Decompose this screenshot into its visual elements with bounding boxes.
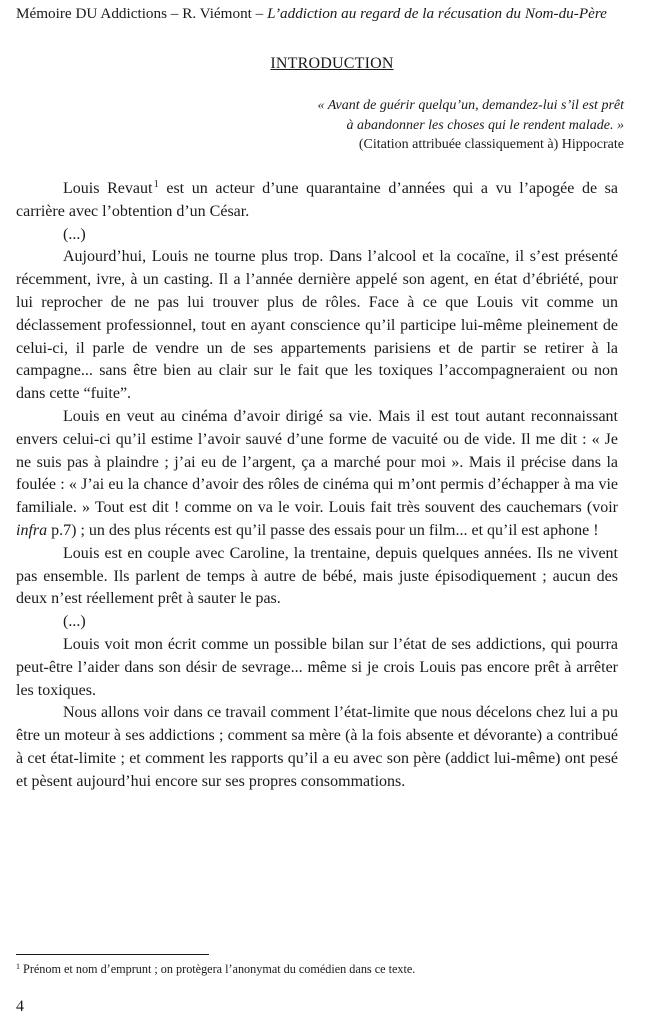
- paragraph-3-rest: p.7) ; un des plus récents est qu’il passe des essais pour un film... et qu’il est aphone !: [47, 521, 599, 539]
- footnote-reference[interactable]: 1: [153, 179, 159, 190]
- paragraph-1-start: Louis Revaut: [63, 180, 153, 197]
- paragraph-4: Louis est en couple avec Caroline, la trentaine, depuis quelques années. Ils ne vivent pas ensemble. Ils parlent de temps à autre de bébé, mais juste épisodiquement ; aucun des deux n’est réellement prêt à sauter le pas.: [16, 544, 618, 608]
- infra-reference: infra: [16, 521, 48, 539]
- footnote-number: 1: [16, 962, 20, 971]
- body-text: [16, 178, 618, 794]
- paragraph-3-start: Louis en veut au cinéma d’avoir dirigé sa vie. Mais il est tout autant reconnaissant envers celui-ci qu’il estime l’avoir sauvé d’une forme de vacuité ou de vide. Il me dit : « Je ne suis pas à plaindre ; j’ai eu de l’argent, ça a marché pour moi ». Mais il précise dans la foulée : « J’ai eu la chance d’avoir des rôles de cinéma qui m’ont permis d’échapper à ma vie familiale. » Tout est dit ! comme on va le voir. Louis fait très souvent des cauchemars (voir: [16, 407, 618, 517]
- epigraph-line-1: « Avant de guérir quelqu’un, demandez-lui s’il est prêt: [317, 98, 624, 113]
- header-author: Mémoire DU Addictions – R. Viémont –: [16, 5, 268, 22]
- ellipsis-1: (...): [63, 225, 86, 243]
- epigraph-attribution: (Citation attribuée classiquement à) Hippocrate: [358, 137, 624, 152]
- running-header: [16, 5, 656, 23]
- ellipsis-2: (...): [63, 613, 86, 631]
- paragraph-1-rest: est un acteur d’une quarantaine d’années qui a vu l’apogée de sa carrière avec l’obtention d’un César.: [16, 180, 618, 220]
- paragraph-2: Aujourd’hui, Louis ne tourne plus trop. Dans l’alcool et la cocaïne, il s’est présenté récemment, ivre, à un casting. Il a l’année dernière appelé son agent, en état d’ébriété, pour lui reprocher de ne pas lui trouver plus de rôles. Face à ce que Louis vit comme un déclassement professionnel, tout en ayant conscience qu’il participe lui-même pleinement de celui-ci, il parle de vendre un de ses appartements parisiens et de partir se retirer à la campagne... sans être bien au clair sur le fait que les toxiques l’accompagneraient ou non dans cette “fuite”.: [16, 248, 618, 403]
- page-number: 4: [16, 998, 24, 1015]
- epigraph-line-2: à abandonner les choses qui le rendent malade. »: [346, 117, 624, 133]
- paragraph-6: Nous allons voir dans ce travail comment l’état-limite que nous décelons chez lui a pu être un moteur à ses addictions ; comment sa mère (à la fois absente et dévorante) a contribué à cet état-limite ; et comment les rapports qu’il a eu avec son père (addict lui-même) ont pesé et pèsent aujourd’hui encore sur ses propres consommations.: [16, 704, 618, 790]
- paragraph-1: [16, 178, 618, 224]
- footnote-separator: [16, 954, 209, 955]
- paragraph-5: Louis voit mon écrit comme un possible bilan sur l’état de ses addictions, qui pourra peut-être l’aider dans son désir de sevrage... même si je crois Louis pas encore prêt à arrêter les toxiques.: [16, 635, 618, 699]
- paragraph-3: [16, 406, 618, 543]
- section-title: INTRODUCTION: [270, 55, 394, 72]
- epigraph: [64, 96, 624, 155]
- header-title: L’addiction au regard de la récusation du Nom-du-Père: [267, 5, 607, 22]
- footnote-text: Prénom et nom d’emprunt ; on protègera l’anonymat du comédien dans ce texte.: [20, 962, 416, 976]
- footnote: [16, 962, 636, 977]
